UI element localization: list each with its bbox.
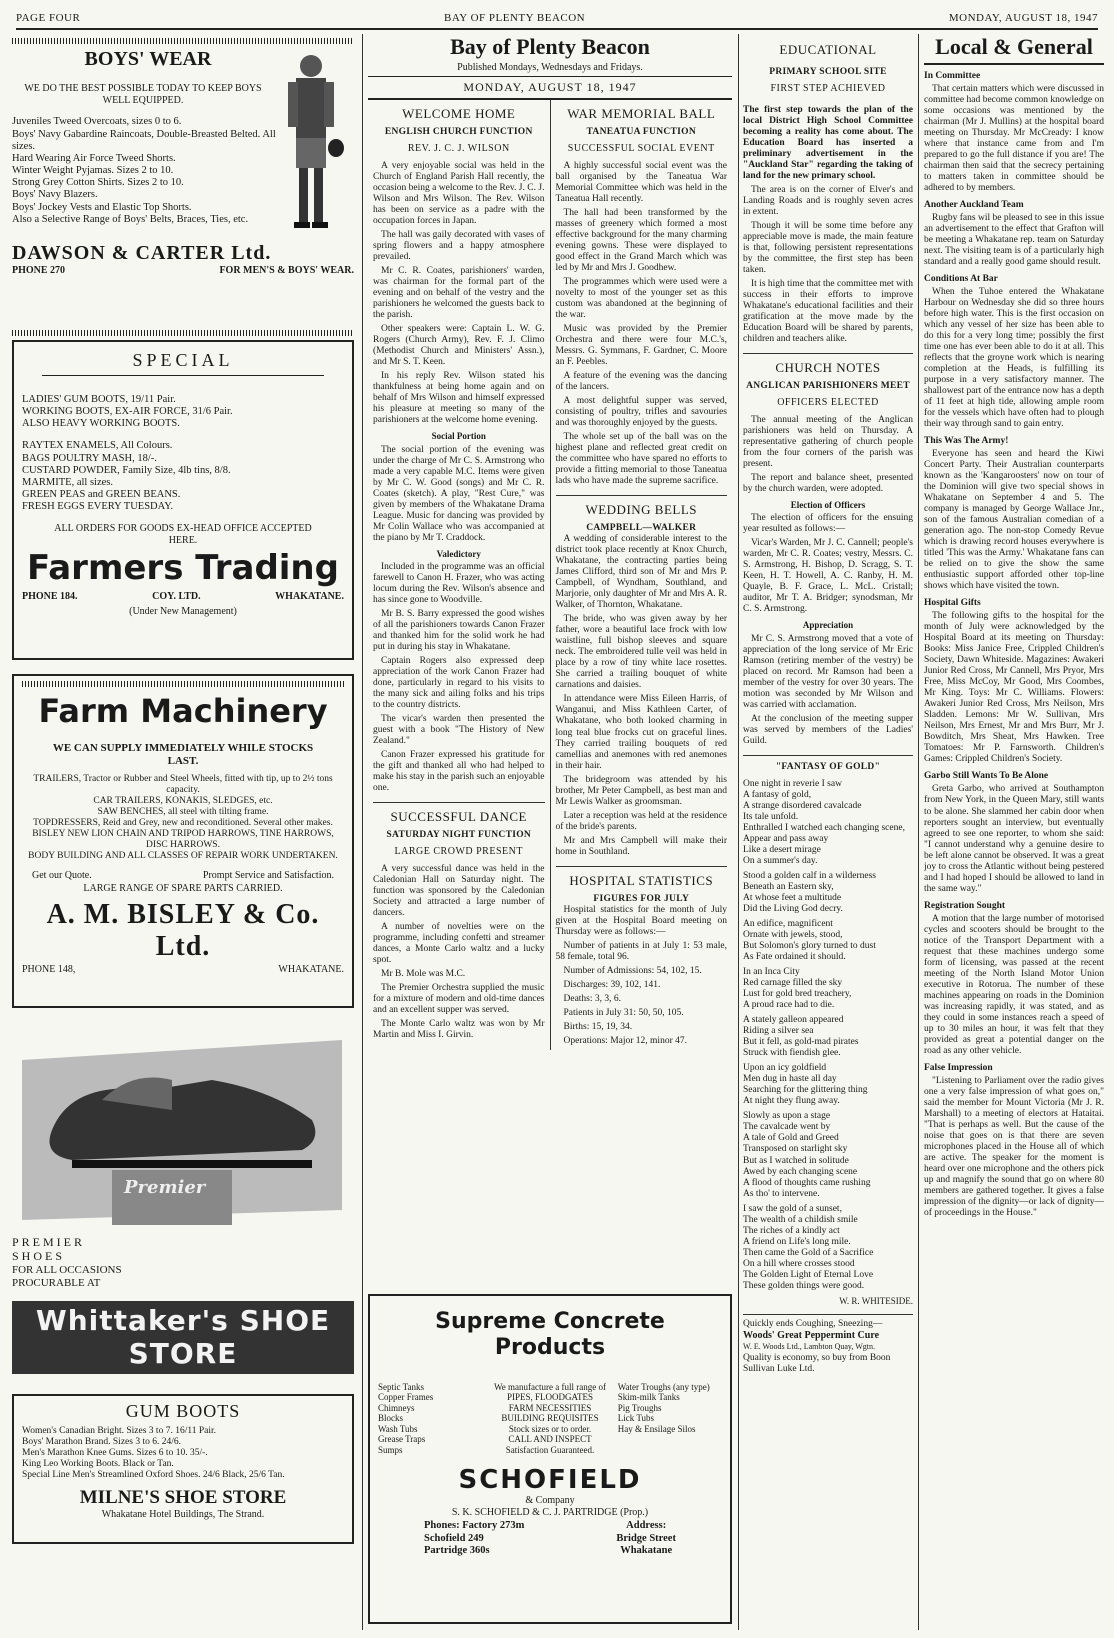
boys-wear-item: Hard Wearing Air Force Tweed Shorts. [12,152,176,164]
article-paragraph: Operations: Major 12, minor 47. [563,1035,687,1046]
local-item-heading: Hospital Gifts [924,598,981,609]
schofield-phone: Partridge 360s [424,1544,490,1556]
concrete-item: Satisfaction Guaranteed. [505,1444,595,1455]
poem-line: Ornate with jewels, stood, [743,930,843,941]
article-paragraph: Other speakers were: Captain L. W. G. Rogers (Church Army), Rev. F. J. Climo (Methodist Church and Ministers' Assn.), and Mr S. T. Keen. [373,323,545,367]
schofield-phone: Phones: Factory 273m [424,1520,525,1532]
farm-prompt: Prompt Service and Satisfaction. [202,869,334,881]
poem-line: Slowly as upon a stage [743,1111,831,1122]
bisley-phone: PHONE 148, [22,963,76,975]
article-paragraph: Captain Rogers also expressed deep appreciation of the work Canon Frazer had done, particularly in regard to his visits to the many sick and ailing folks and his trips to the country districts. [373,656,545,711]
concrete-item: Pig Troughs [617,1402,662,1413]
special-item: WORKING BOOTS, EX-AIR FORCE, 31/6 Pair. [22,406,233,418]
farm-item: TRAILERS, Tractor or Rubber and Steel Wheels, fitted with tip, up to 2½ tons capacity. [33,773,333,795]
article-paragraph: Though it will be some time before any appreciable move is made, the main feature is that, following persistent representations by the committee, the first step has been taken. [743,220,913,275]
article-subhead: FIGURES FOR JULY [593,893,690,904]
poem-line: The wealth of a childish smile [743,1214,858,1225]
poem-line: Struck with fiendish glee. [743,1048,841,1059]
poem-line: Awed by each changing scene [743,1166,858,1177]
poem-line: Stood a golden calf in a wilderness [743,871,876,882]
poem-line: A flood of thoughts came rushing [743,1177,871,1188]
whittakers-store-banner: Whittaker's SHOE STORE [12,1301,354,1374]
column-rule [362,34,363,1630]
schofield-co: & Company [525,1495,575,1507]
concrete-left-list [378,1382,482,1455]
ads-column [12,34,354,1632]
poem-line: A fantasy of gold, [743,790,812,801]
article-paragraph: A very successful dance was held in the Caledonian Hall on Saturday night. The function was sponsored by the Caledonian Society and attracted a large number of dancers. [373,864,545,919]
edu-lead: The first step towards the plan of the local District High School Committee becoming a reality has come about. The Education Board has inserted a preliminary advertisement in the "Auckland Star" regarding the taking of land for the new primary school. [743,104,913,181]
poem-line: Men dug in haste all day [743,1074,837,1085]
concrete-item: Grease Traps [378,1434,426,1445]
article-paragraph: Included in the programme was an official farewell to Canon H. Frazer, who was acting locum during the Rev. Wilson's absence and has since gone to Woodville. [373,562,545,606]
article-paragraph: The vicar's warden then presented the guest with a book "The History of New Zealand." [373,714,545,747]
schofield-phone: Schofield 249 [424,1532,484,1544]
poem-line: A strange disordered cavalcade [743,801,862,812]
article-paragraph: Mr B. S. Barry expressed the good wishes of all the parishioners towards Canon Frazer and thanked him for the solid work he had put in during his stay in Whakatane. [373,609,545,653]
poem-line: The cavalcade went by [743,1122,831,1133]
article-paragraph: Births: 15, 19, 34. [563,1021,633,1032]
poem-line: Like a desert mirage [743,845,821,856]
dawson-phone: PHONE 270 [12,265,66,277]
article-paragraph: Hospital statistics for the month of July given at the Hospital Board meeting on Thursday were as follows:— [555,904,727,937]
article-headline: SUCCESSFUL DANCE [390,809,527,825]
concrete-item: Copper Frames [378,1392,434,1403]
schofield-address [616,1520,676,1557]
boys-wear-title: BOYS' WEAR [84,48,212,70]
news-column-3 [743,34,913,1632]
gum-boots-title: GUM BOOTS [125,1401,241,1421]
supreme-concrete-ad [368,1294,732,1624]
article-paragraph: The Monte Carlo waltz was won by Mr Martin and Miss I. Girvin. [373,1019,545,1041]
poem-stanza [743,871,913,915]
concrete-item: FARM NECESSITIES [508,1402,592,1413]
concrete-right-list [618,1382,722,1455]
boys-wear-ad [12,38,354,340]
boys-wear-item: Strong Grey Cotton Shirts. Sizes 2 to 10. [12,177,184,189]
article-subhead: TANEATUA FUNCTION [586,127,697,138]
special-item: LADIES' GUM BOOTS, 19/11 Pair. [22,393,176,405]
farm-quote: Get our Quote. [32,869,92,881]
article-paragraph: Canon Frazer expressed his gratitude for the gift and thanked all who had helped to make his stay in the parish such an enjoyable one. [373,750,545,794]
welcome-home-article [368,100,550,1050]
poem-line: Did the Living God decry. [743,904,843,915]
gum-boots-item: King Leo Working Boots. Black or Tan. [22,1458,174,1469]
local-item-text: When the Tuhoe entered the Whakatane Harbour on Wednesday she did so three hours before high water. This is the first occasion on which any vessel of her size has been able to do this for a very long time; possibly the first time one has ever been able to do it at all. This reflects that the groyne work which is nearing completion at the Heads, is fulfilling its purpose in a very satisfactory manner. The shallowest part of the entrance now has a depth of 11 feet at high tide, allowing ample room for the vessels which have often had to plough their way through sand to gain entry. [924,286,1104,429]
woods-ad-line3: W. E. Woods Ltd., Lambton Quay, Wgtn. [743,1341,876,1351]
article-paragraph: A highly successful social event was the ball organised by the Taneatua War Memorial Committee which was held in the Taneatua Hall recently. [555,160,727,204]
concrete-item: Hay & Ensilage Silos [617,1423,696,1434]
local-general-column [924,34,1104,1632]
local-item-heading: This Was The Army! [924,436,1009,446]
rule [12,330,354,336]
poem-line: At night they flung away. [743,1096,840,1107]
poem-line: At whose feet a multitude [743,893,842,904]
local-item-text: "Listening to Parliament over the radio gives one a very false impression of what goes on," said the member for Mount Victoria (Mr J. R. Marshall) to a meeting of electors at Hataitai. "That is perhaps as well. But the cause of the noise that goes on is that there are seven microphones placed in the House all of which are active. The speaker for the moment is heard over one microphone and the others pick up and magnify the sound that go on where 80 members are gathered together. It gives a false impression of the dignity—or lack of dignity—of proceedings in the House." [924,1075,1104,1219]
poem-line: But Solomon's glory turned to dust [743,941,876,952]
boys-wear-item: Boys' Jockey Vests and Elastic Top Shorts. [12,201,192,213]
article-paragraph: The report and balance sheet, presented by the church warden, were adopted. [743,472,913,494]
article-paragraph: The election of officers for the ensuing year resulted as follows:— [743,513,913,535]
local-item-text: Rugby fans wil be pleased to see in this issue an advertisement to the effect that Grafton will be meeting a Whakatane rep. team on Saturday next. The visiting team is of a particularly high standard and a really good game should result. [924,212,1104,267]
local-item-text: The following gifts to the hospital for the month of July were acknowledged by the Hospital Board at its meeting on Thursday: Books: Miss Janice Free, Crippled Children's Society, Dawn Whiteside. Magazines: Awakeri Junior Red Cross, Mr Cannell, Mrs Pryor, Mrs Free, Miss McCoy, Mr Good, Mrs Coombes, Mr King. Toys: Mr C. Williams. Flowers: Awakeri Junior Red Cross, Mrs Neilson, Mrs Sladden. Lemons: Mr W. Sullivan, Mrs Neilson, Mrs Ernest, Mr and Mrs Burr, Mr J. Bowditch, Mrs Sheat, Mrs Hawken. Tree Tomatoes: Mr P. Farnsworth. Children's Games: Crippled Children's Society. [924,611,1104,765]
farmers-town: WHAKATANE. [275,591,344,603]
poem-line: Transposed on starlight sky [743,1144,848,1155]
boy-figure-illustration [276,48,346,238]
poem-line: Its tale unfold. [743,812,799,823]
poem-line: Lust for gold bred treachery, [743,989,852,1000]
poem-stanza [743,1204,913,1292]
farm-spare-parts: LARGE RANGE OF SPARE PARTS CARRIED. [83,883,283,895]
local-general-title: Local & General [924,34,1104,65]
local-item-heading: Another Auckland Team [924,199,1024,210]
article-headline: HOSPITAL STATISTICS [569,872,714,888]
poem-line: The riches of a kindly act [743,1225,840,1236]
dawson-carter-firm: DAWSON & CARTER Ltd. [12,241,272,264]
poem-line: Riding a silver sea [743,1026,814,1037]
schofield-address-line: Whakatane [620,1544,673,1556]
special-item: RAYTEX ENAMELS, All Colours. [22,440,173,452]
article-subhead: PRIMARY SCHOOL SITE [769,67,887,78]
concrete-item: Wash Tubs [378,1423,418,1434]
poem-line: The Golden Light of Eternal Love [743,1269,874,1280]
poem-stanza [743,1063,913,1107]
local-item-text: Greta Garbo, who arrived at Southampton from New York, in the Queen Mary, still wants to be alone. She slammed her cabin door when reporters sought an interview, but eventually agreed to see one reporter, to whom she said: "I cannot understand why a genuine desire to be left alone cannot be observed. It was a great joy to cross the Atlantic without being pestered and I had hoped I should be allowed to land in the same way." [924,784,1104,894]
article-paragraph: A very enjoyable social was held in the Church of England Parish Hall recently, the occasion being a welcome to the Rev. J. C. J. Wilson and Mrs Wilson. The Rev. Wilson has been on service as a padre with the occupation forces in Japan. [373,160,545,226]
bisley-town: WHAKATANE. [278,963,344,975]
concrete-item: Stock sizes or to order. [508,1423,592,1434]
article-headline: WEDDING BELLS [585,502,698,518]
gum-boots-item: Special Line Men's Streamlined Oxford Shoes. 24/6 Black, 25/6 Tan. [22,1469,285,1480]
farm-item: CAR TRAILERS, KONAKIS, SLEDGES, etc. [93,795,273,806]
boys-wear-item: Also a Selective Range of Boys' Belts, Braces, Ties, etc. [12,213,249,225]
article-paragraph: Vicar's Warden, Mr J. C. Cannell; people's warden, Mr C. R. Coates; vestry, Messrs. C. S. Armstrong, H. Bishop, D. Scragg, S. T. Keen, H. T. Howell, A. C. Ranby, H. M. Quayle, B. F. Grace, L. McL. Cristall; auditor, Mr T. A. Bridger; synodsman, Mr C. S. Armstrong. [743,538,913,615]
local-item-heading: Registration Sought [924,900,1006,911]
poem-line: Upon an icy goldfield [743,1063,827,1074]
concrete-item: We manufacture a full range of [494,1382,606,1393]
boys-wear-item: Winter Weight Pyjamas. Sizes 2 to 10. [12,165,174,177]
article-paragraph: Mr C. R. Coates, parishioners' warden, was chairman for the formal part of the evening and on behalf of the vestry and the parishioners he welcomed the guests back to the parish. [373,265,545,320]
article-paragraph: Deaths: 3, 3, 6. [563,993,622,1004]
section-heading: Election of Officers [790,499,866,510]
article-paragraph: Mr C. S. Armstrong moved that a vote of appreciation of the long service of Mr Eric Ramson (retiring member of the vestry) be placed on record. Mr Ramson had been a member of the vestry for over 30 years. The motion was seconded by Mr Wilson and was carried with acclamation. [743,633,913,710]
article-byline: SUCCESSFUL SOCIAL EVENT [567,143,715,155]
premier-box-logo: Premier [124,1177,206,1198]
column-rule [738,34,739,1630]
procurable-at: PROCURABLE AT [12,1276,101,1289]
news-column-2 [368,34,732,1632]
farm-item: BODY BUILDING AND ALL CLASSES OF REPAIR WORK UNDERTAKEN. [28,850,338,861]
masthead-publication: Published Mondays, Wednesdays and Fridays. [457,61,643,73]
article-paragraph: Mr and Mrs Campbell will make their home in Southland. [555,835,727,857]
schofield-phones [424,1520,524,1557]
special-item: ALSO HEAVY WORKING BOOTS. [22,418,180,430]
poem-line: In an Inca City [743,967,800,978]
special-item: CUSTARD POWDER, Family Size, 4lb tins, 8/8. [22,464,231,476]
article-byline: FIRST STEP ACHIEVED [770,83,886,95]
poem-line: A tale of Gold and Greed [743,1133,839,1144]
local-item-heading: False Impression [924,1062,993,1073]
article-paragraph: A feature of the evening was the dancing of the lancers. [555,370,727,392]
special-orders: ALL ORDERS FOR GOODS EX-HEAD OFFICE ACCEPTED HERE. [54,523,312,547]
poem-line: Searching for the glittering thing [743,1085,868,1096]
gum-boots-list [22,1426,344,1481]
section-heading: Valedictory [436,548,481,559]
local-item-heading: Conditions At Bar [924,273,998,284]
rule [22,681,344,687]
boys-wear-items [12,116,284,226]
concrete-title: Supreme Concrete [435,1309,665,1334]
local-item-text: That certain matters which were discussed in committee had become common knowledge on some occasions was mentioned by the chairman (Mr J. Mullins) at the hospital board meeting on Thursday. Mr McCready: I know where that instance came from and I'm prepared to go the full distance if you are! The chairman then said that the secrecy pertaining to matters taken in committee should be adhered to by members. [924,83,1104,193]
article-paragraph: Mr B. Mole was M.C. [381,969,466,980]
war-memorial-ball-article [550,100,733,1050]
poem-line: As tho' to intervene. [743,1188,820,1199]
concrete-mid-list [482,1382,618,1455]
article-paragraph: The bride, who was given away by her father, wore a beautiful lace frock with low waistline, full bishop sleeves and square neck. The embroidered tulle veil was held in place by a row of tiny white lace rosettes. She carried a trailing bouquet of white carnations and daisies. [555,614,727,691]
concrete-item: CALL AND INSPECT [508,1434,592,1445]
article-headline: WAR MEMORIAL BALL [567,106,716,122]
poem-body [743,779,913,1292]
farm-machinery-title: Farm Machinery [38,692,328,730]
gum-boots-item: Women's Canadian Bright. Sizes 3 to 7. 16/11 Pair. [22,1425,217,1436]
premier-shoes-ad [12,1020,354,1390]
poem-line: But as I watched in solitude [743,1155,849,1166]
bisley-firm: A. M. BISLEY & Co. Ltd. [46,898,320,963]
all-occasions: FOR ALL OCCASIONS [12,1263,122,1276]
premier-label: PREMIER [12,1235,86,1249]
poem-stanza [743,779,913,867]
article-paragraph: At the conclusion of the meeting supper was served by members of the Ladies' Guild. [743,713,913,746]
special-item: GREEN PEAS and GREEN BEANS. [22,489,181,501]
farmers-trading-logo: Farmers Trading [27,547,339,588]
column-rule [918,34,919,1630]
schofield-address-line: Bridge Street [616,1532,676,1544]
article-paragraph: The whole set up of the ball was on the highest plane and reflected great credit on the committee who have spared no efforts to provide a fitting memorial to those Taneatua lads who have made the supreme sacrifice. [555,432,727,487]
poem-author: W. R. WHITESIDE. [839,1295,913,1306]
special-item: MARMITE, all sizes. [22,476,113,488]
woods-ad-line1: Quickly ends Coughing, Sneezing— [743,1319,883,1330]
poem-line: Red carnage filled the sky [743,978,843,989]
schofield-address-line: Address: [626,1520,667,1532]
article-paragraph: A wedding of considerable interest to the district took place recently at Knox Church, Whakatane, the contracting parties being James Clifford, third son of Mr and Mrs P. Campbell, of Wyndham, Southland, and Marjorie, only daughter of Mr and Mrs A. R. Walker, of Thornton, Whakatane. [555,534,727,611]
article-paragraph: The bridegroom was attended by his brother, Mr Peter Campbell, as best man and Mr Lewis Walker as groomsman. [555,774,727,807]
article-paragraph: The hall had been transformed by the masses of greenery which formed a most effective background for the many charming evening gowns. These were displayed to good effect in the Grand March which was led by Mr and Mrs J. Goodhew. [555,207,727,273]
poem-title: "FANTASY OF GOLD" [775,761,881,772]
article-paragraph: The Premier Orchestra supplied the music for a mixture of modern and old-time dances and an excellent supper was served. [373,983,545,1016]
article-subhead: SATURDAY NIGHT FUNCTION [386,830,532,841]
article-paragraph: The area is on the corner of Elver's and Landing Roads and is roughly seven acres in extent. [743,184,913,217]
boys-wear-item: Boys' Navy Blazers. [12,189,98,201]
poem-line: Appear and pass away [743,834,829,845]
schofield-firm: SCHOFIELD [458,1465,642,1496]
article-subhead: ENGLISH CHURCH FUNCTION [384,127,533,138]
local-item-heading: Garbo Still Wants To Be Alone [924,771,1049,782]
poem-line: I saw the gold of a sunset, [743,1203,842,1214]
milnes-address: Whakatane Hotel Buildings, The Strand. [101,1508,265,1520]
farmers-coy: COY. LTD. [152,591,201,603]
poem-line: On a hill where crosses stood [743,1258,855,1269]
gum-boots-item: Men's Marathon Knee Gums. Sizes 6 to 10. 35/-. [22,1447,208,1458]
article-byline: REV. J. C. J. WILSON [407,143,510,155]
poem-line: One night in reverie I saw [743,779,842,789]
special-boots [22,394,344,431]
article-paragraph: The programmes which were used were a novelty to most of the younger set as this custom was abandoned at the beginning of the war. [555,276,727,320]
concrete-title-2: Products [494,1334,606,1360]
poem-stanza [743,919,913,963]
concrete-item: PIPES, FLOODGATES [507,1392,594,1403]
special-groceries [22,440,344,513]
concrete-item: Lick Tubs [617,1413,655,1424]
dawson-tagline: FOR MEN'S & BOYS' WEAR. [219,265,354,277]
article-headline: EDUCATIONAL [779,42,877,57]
poem-line: A proud race had to die. [743,1000,835,1011]
poem-line: As Fate ordained it should. [743,952,846,963]
concrete-item: Water Troughs (any type) [617,1382,710,1393]
page-number: PAGE FOUR [16,12,81,25]
poem-line: Beneath an Eastern sky, [743,882,834,893]
page-header [16,10,1098,30]
milnes-firm: MILNE'S SHOE STORE [79,1486,287,1508]
poem-line: These golden things were good. [743,1280,865,1291]
article-paragraph: Number of Admissions: 54, 102, 15. [563,965,702,976]
article-paragraph: The hall was gaily decorated with vases of spring flowers and a happy atmosphere prevailed. [373,229,545,262]
poem-line: On a summer's day. [743,856,818,867]
farm-item: BISLEY NEW LION CHAIN AND TRIPOD HARROWS, TINE HARROWS, DISC HARROWS. [32,828,334,850]
poem-line: A stately galleon appeared [743,1015,844,1026]
farm-supply: WE CAN SUPPLY IMMEDIATELY WHILE STOCKS LAST. [52,742,314,767]
article-subhead: ANGLICAN PARISHIONERS MEET [746,381,910,392]
article-paragraph: Music was provided by the Premier Orchestra and there were four M.C.'s, Messrs. G. Symmans, F. Gardner, C. Moore an F. Peebles. [555,323,727,367]
farm-machinery-ad [12,674,354,1008]
shoe-illustration [12,1020,354,1230]
boys-wear-item: Juveniles Tweed Overcoats, sizes 0 to 6. [12,116,182,128]
article-paragraph: Discharges: 39, 102, 141. [563,979,661,990]
poem-line: Then came the Gold of a Sacrifice [743,1247,874,1258]
schofield-props: S. K. SCHOFIELD & C. J. PARTRIDGE (Prop.) [451,1506,649,1518]
boys-wear-item: Boys' Navy Gabardine Raincoats, Double-Breasted Belted. All sizes. [12,128,276,152]
article-paragraph: Later a reception was held at the residence of the bride's parents. [555,810,727,832]
woods-ad-line2: Woods' Great Peppermint Cure [743,1330,880,1342]
gum-boots-item: Boys' Marathon Brand. Sizes 3 to 6. 24/6. [22,1436,181,1447]
poem-line: An edifice, magnificent [743,919,833,930]
article-paragraph: The social portion of the evening was under the charge of Mr C. S. Armstrong who made a very capable M.C. Items were given by Mr C. W. Good (songs) and Mr C. R. Coates (sketch). A play, "Rest Cure," was given by members of the Whakatane Drama League. Music for dancing was provided by Mr Colin Wallace who was accompanied at the piano by Mr T. Craddock. [373,444,545,543]
poem-stanza [743,967,913,1011]
poem-stanza [743,1015,913,1059]
farmers-management: (Under New Management) [129,605,237,617]
concrete-item: Sumps [378,1444,403,1455]
poem-line: A friend on Life's long mile. [743,1236,851,1247]
special-ad [12,340,354,660]
poem-stanza [743,1111,913,1199]
article-paragraph: In his reply Rev. Wilson stated his thankfulness at being home again and on behalf of Mrs Wilson and himself expressed his pleasure at meeting so many of the parishioners at the welcome home evening. [373,370,545,426]
gum-boots-ad [12,1394,354,1544]
poem-line: But it fell, as gold-mad pirates [743,1037,859,1048]
article-paragraph: In attendance were Miss Eileen Harris, of Wanganui, and Miss Kathleen Carter, of Whakatane, who both looked charming in long teal blue frocks cut on graceful lines. They carried trailing bouquets of red camellias and anemones with red anemones in their hair. [555,694,727,771]
article-byline: OFFICERS ELECTED [777,397,879,409]
boys-wear-intro: WE DO THE BEST POSSIBLE TODAY TO KEEP BOYS WELL EQUIPPED. [24,83,262,106]
special-item: FRESH EGGS EVERY TUESDAY. [22,501,174,513]
local-item-text: Everyone has seen and heard the Kiwi Concert Party. Their Australian counterparts known as the 'Kangaroosters' now on tour of the Dominion will give two special shows in Whakatane on September 4 and 5. The company is managed by George Wallace Jnr., son of the famous Australian comedian of a generation ago. The non-stop Comedy Revue which is drawing record houses everywhere is titled 'This was the Army.' Whakatane fans can be relied on to give the show the same enthusiastic support afforded other top-line shows which have visited the town. [924,449,1104,592]
farm-machinery-list [22,774,344,862]
dateline: MONDAY, AUGUST 18, 1947 [368,77,732,100]
poem-line: Enthralled I watched each changing scene, [743,823,905,834]
article-byline: LARGE CROWD PRESENT [394,846,523,858]
local-item-heading: In Committee [924,70,981,81]
masthead-title: Bay of Plenty Beacon [450,34,650,59]
section-heading: Appreciation [802,620,854,631]
farm-item: SAW BENCHES, all steel with tilting frame. [97,806,269,817]
article-paragraph: The annual meeting of the Anglican parishioners was held on Thursday. A representative gathering of church people from the four corners of the parish was present. [743,414,913,469]
concrete-item: BUILDING REQUISITES [501,1413,599,1424]
farmers-phone: PHONE 184. [22,591,78,603]
special-title: SPECIAL [132,350,234,370]
special-item: BAGS POULTRY MASH, 18/-. [22,452,157,464]
article-paragraph: A number of novelties were on the programme, including confetti and streamer dances, a Monte Carlo waltz and a lucky spot. [373,922,545,966]
article-paragraph: It is high time that the committee met with success in their efforts to improve Whakatane's educational facilities and their gratification at the move made by the Education Board will be shared by parents, children and teachers alike. [743,278,913,344]
local-item-text: A motion that the large number of motorised cycles and scooters should be brought to the notice of the Transport Department with a request that these machines undergo some form of licensing, was passed at the recent meeting of the North Island Motor Union executive in Rotorua. The number of these machines appearing on roads in the Dominion was increasing rapidly, it was stated, and as they could in some instances reach a speed of up to 30 miles an hour, it was felt that they provided as great a potential danger on the road as any other vehicle. [924,913,1104,1056]
concrete-item: Chimneys [378,1402,415,1413]
article-paragraph: Patients in July 31: 50, 50, 105. [563,1007,684,1018]
article-headline: WELCOME HOME [402,106,516,122]
concrete-item: Septic Tanks [378,1382,424,1393]
concrete-item: Skim-milk Tanks [617,1392,680,1403]
concrete-item: Blocks [378,1413,404,1424]
paper-name: BAY OF PLENTY BEACON [444,12,586,25]
shoes-label: SHOES [12,1248,66,1263]
article-headline: CHURCH NOTES [775,360,881,376]
section-heading: Social Portion [431,431,486,442]
article-subhead: CAMPBELL—WALKER [586,523,697,534]
article-paragraph: A most delightful supper was served, consisting of poultry, trifles and savouries and was thoroughly enjoyed by the guests. [555,396,727,429]
issue-date: MONDAY, AUGUST 18, 1947 [948,12,1098,25]
masthead [368,34,732,77]
farm-item: TOPDRESSERS, Reid and Grey, new and reconditioned. Several other makes. [33,817,333,828]
rule [12,38,354,44]
article-paragraph: Number of patients in at July 1: 53 male, 58 female, total 96. [555,940,727,962]
boon-sullivan-ad: Quality is economy, so buy from Boon Sullivan Luke Ltd. [743,1353,891,1375]
